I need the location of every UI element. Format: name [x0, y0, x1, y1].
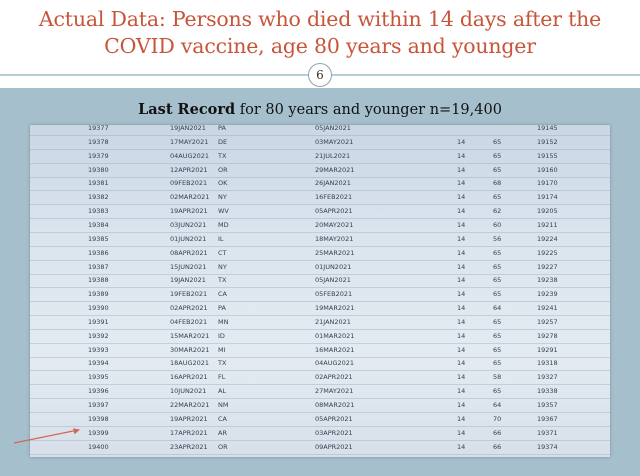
- cell-count: 19227: [537, 262, 558, 271]
- cell-vaccine-date: 04AUG2021: [170, 151, 210, 160]
- cell-days: 14: [457, 248, 466, 257]
- cell-onset-date: 05JAN2021: [315, 276, 351, 285]
- cell-state: MI: [218, 345, 226, 354]
- cell-vaccine-date: 02MAR2021: [170, 193, 210, 202]
- cell-onset-date: 19MAR2021: [315, 304, 355, 313]
- cell-count: 19225: [537, 248, 558, 257]
- cell-record-id: 19389: [88, 290, 109, 299]
- cell-vaccine-date: 09FEB2021: [170, 179, 208, 188]
- cell-count: 19160: [537, 165, 558, 174]
- cell-record-id: 19399: [88, 428, 109, 437]
- cell-record-id: 19386: [88, 248, 109, 257]
- cell-record-id: 19393: [88, 345, 109, 354]
- subtitle-rest: for 80 years and younger n=19,400: [235, 102, 502, 118]
- cell-age: 65: [493, 248, 502, 257]
- cell-state: IL: [218, 234, 224, 243]
- cell-vaccine-date: 22MAR2021: [170, 401, 210, 409]
- cell-state: PA: [218, 125, 226, 132]
- cell-days: 14: [457, 290, 466, 299]
- cell-record-id: 19394: [88, 359, 109, 368]
- cell-onset-date: 01MAR2021: [315, 331, 355, 340]
- cell-age: 65: [493, 331, 502, 340]
- cell-vaccine-date: 19JAN2021: [170, 276, 206, 285]
- cell-age: 65: [493, 137, 502, 146]
- cell-age: 70: [493, 414, 502, 423]
- table-row: [30, 438, 610, 455]
- cell-age: 65: [493, 193, 502, 202]
- cell-state: DE: [218, 137, 228, 146]
- cell-age: 56: [493, 234, 502, 243]
- cell-count: 19374: [537, 442, 558, 451]
- cell-onset-date: 26JAN2021: [315, 179, 351, 188]
- cell-age: 66: [493, 428, 502, 437]
- cell-onset-date: 27MAY2021: [315, 387, 354, 396]
- cell-count: 19371: [537, 428, 558, 437]
- cell-state: CA: [218, 414, 227, 423]
- cell-state: OR: [218, 165, 228, 174]
- cell-record-id: 19385: [88, 234, 109, 243]
- cell-state: TX: [218, 276, 227, 285]
- cell-age: 62: [493, 207, 502, 216]
- cell-days: 14: [457, 220, 466, 229]
- cell-onset-date: 01JUN2021: [315, 262, 352, 271]
- cell-onset-date: 29MAR2021: [315, 165, 355, 174]
- cell-state: AR: [218, 428, 227, 437]
- cell-state: NY: [218, 193, 227, 202]
- cell-record-id: 19387: [88, 262, 109, 271]
- slide-title-line-1: Actual Data: Persons who died within 14 days after the: [38, 7, 602, 31]
- cell-age: 66: [493, 442, 502, 451]
- cell-count: 19257: [537, 317, 558, 326]
- cell-vaccine-date: 19FEB2021: [170, 290, 208, 299]
- cell-days: 14: [457, 331, 466, 340]
- cell-count: 19241: [537, 304, 558, 313]
- slide-subtitle: [0, 101, 640, 118]
- cell-age: 65: [493, 345, 502, 354]
- cell-age: 64: [493, 304, 502, 313]
- subtitle-bold: Last Record: [138, 101, 236, 118]
- cell-days: 14: [457, 179, 466, 188]
- slide-title: [0, 6, 640, 60]
- cell-count: 19174: [537, 193, 558, 202]
- cell-count: 19367: [537, 414, 558, 423]
- cell-state: FL: [218, 373, 226, 382]
- cell-state: AL: [218, 387, 227, 396]
- cell-onset-date: 25MAR2021: [315, 248, 355, 257]
- cell-state: MN: [218, 317, 229, 326]
- cell-onset-date: 21JAN2021: [315, 317, 351, 326]
- cell-days: 14: [457, 151, 466, 160]
- cell-onset-date: 18MAY2021: [315, 234, 354, 243]
- cell-count: 19238: [537, 276, 558, 285]
- slide-title-line-2: COVID vaccine, age 80 years and younger: [104, 34, 536, 58]
- cell-record-id: 19383: [88, 207, 109, 216]
- cell-days: 14: [457, 234, 466, 243]
- cell-vaccine-date: 15JUN2021: [170, 262, 207, 271]
- cell-days: 14: [457, 373, 466, 382]
- cell-onset-date: 16FEB2021: [315, 193, 353, 202]
- cell-days: 14: [457, 442, 466, 451]
- cell-record-id: 19377: [88, 125, 109, 132]
- cell-vaccine-date: 12APR2021: [170, 165, 208, 174]
- cell-count: 19278: [537, 331, 558, 340]
- cell-record-id: 19388: [88, 276, 109, 285]
- cell-count: 19327: [537, 373, 558, 382]
- cell-state: OK: [218, 179, 228, 188]
- cell-days: 14: [457, 276, 466, 285]
- cell-days: 14: [457, 414, 466, 423]
- cell-state: TX: [218, 151, 227, 160]
- cell-days: 14: [457, 207, 466, 216]
- cell-record-id: 19390: [88, 304, 109, 313]
- cell-record-id: 19379: [88, 151, 109, 160]
- cell-age: 65: [493, 262, 502, 271]
- cell-onset-date: 03MAY2021: [315, 137, 354, 146]
- cell-vaccine-date: 03JUN2021: [170, 220, 207, 229]
- cell-state: NY: [218, 262, 227, 271]
- cell-vaccine-date: 15MAR2021: [170, 331, 210, 340]
- cell-vaccine-date: 08APR2021: [170, 248, 208, 257]
- cell-age: 60: [493, 220, 502, 229]
- cell-vaccine-date: 17APR2021: [170, 428, 208, 437]
- cell-days: 14: [457, 304, 466, 313]
- cell-days: 14: [457, 165, 466, 174]
- cell-vaccine-date: 10JUN2021: [170, 387, 207, 396]
- cell-vaccine-date: 19APR2021: [170, 414, 208, 423]
- cell-count: 19145: [537, 125, 558, 132]
- cell-age: 65: [493, 290, 502, 299]
- cell-onset-date: 09APR2021: [315, 442, 353, 451]
- cell-record-id: 19397: [88, 401, 109, 409]
- cell-vaccine-date: 16APR2021: [170, 373, 208, 382]
- cell-vaccine-date: 23APR2021: [170, 442, 208, 451]
- cell-count: 19205: [537, 207, 558, 216]
- cell-vaccine-date: 17MAY2021: [170, 137, 209, 146]
- cell-record-id: 19395: [88, 373, 109, 382]
- cell-count: 19239: [537, 290, 558, 299]
- cell-days: 14: [457, 387, 466, 396]
- cell-record-id: 19381: [88, 179, 109, 188]
- cell-record-id: 19396: [88, 387, 109, 396]
- cell-count: 19338: [537, 387, 558, 396]
- cell-onset-date: 02APR2021: [315, 373, 353, 382]
- cell-state: PA: [218, 304, 226, 313]
- cell-state: WV: [218, 207, 229, 216]
- cell-days: 14: [457, 193, 466, 202]
- cell-days: 14: [457, 345, 466, 354]
- cell-vaccine-date: 18AUG2021: [170, 359, 210, 368]
- cell-state: ID: [218, 331, 225, 340]
- cell-vaccine-date: 30MAR2021: [170, 345, 210, 354]
- page-number-badge: 6: [308, 63, 332, 87]
- cell-onset-date: 05APR2021: [315, 414, 353, 423]
- table-photo: [30, 125, 610, 457]
- cell-vaccine-date: 19JAN2021: [170, 125, 206, 132]
- cell-count: 19291: [537, 345, 558, 354]
- cell-vaccine-date: 01JUN2021: [170, 234, 207, 243]
- cell-onset-date: 05JAN2021: [315, 125, 351, 132]
- cell-count: 19152: [537, 137, 558, 146]
- cell-days: 14: [457, 137, 466, 146]
- cell-count: 19224: [537, 234, 558, 243]
- cell-vaccine-date: 02APR2021: [170, 304, 208, 313]
- cell-onset-date: 16MAR2021: [315, 345, 355, 354]
- cell-onset-date: 20MAY2021: [315, 220, 354, 229]
- cell-age: 65: [493, 165, 502, 174]
- cell-onset-date: 04AUG2021: [315, 359, 355, 368]
- cell-age: 65: [493, 151, 502, 160]
- cell-age: 65: [493, 387, 502, 396]
- cell-vaccine-date: 04FEB2021: [170, 317, 208, 326]
- cell-state: OR: [218, 442, 228, 451]
- cell-age: 68: [493, 179, 502, 188]
- cell-record-id: 19378: [88, 137, 109, 146]
- cell-onset-date: 21JUL2021: [315, 151, 351, 160]
- cell-count: 19155: [537, 151, 558, 160]
- cell-onset-date: 05FEB2021: [315, 290, 353, 299]
- cell-record-id: 19391: [88, 317, 109, 326]
- cell-onset-date: 03APR2021: [315, 428, 353, 437]
- cell-record-id: 19392: [88, 331, 109, 340]
- cell-days: 14: [457, 359, 466, 368]
- cell-count: 19357: [537, 401, 558, 409]
- cell-record-id: 19380: [88, 165, 109, 174]
- cell-days: 14: [457, 401, 466, 409]
- cell-count: 19318: [537, 359, 558, 368]
- cell-record-id: 19400: [88, 442, 109, 451]
- cell-age: 64: [493, 401, 502, 409]
- cell-state: TX: [218, 359, 227, 368]
- cell-record-id: 19384: [88, 220, 109, 229]
- cell-age: 65: [493, 276, 502, 285]
- cell-onset-date: 08MAR2021: [315, 401, 355, 409]
- cell-state: CT: [218, 248, 227, 257]
- cell-onset-date: 05APR2021: [315, 207, 353, 216]
- cell-days: 14: [457, 428, 466, 437]
- cell-count: 19211: [537, 220, 558, 229]
- cell-days: 14: [457, 317, 466, 326]
- cell-state: MD: [218, 220, 229, 229]
- cell-record-id: 19398: [88, 414, 109, 423]
- cell-state: CA: [218, 290, 227, 299]
- cell-count: 19170: [537, 179, 558, 188]
- cell-age: 65: [493, 359, 502, 368]
- cell-record-id: 19382: [88, 193, 109, 202]
- cell-vaccine-date: 19APR2021: [170, 207, 208, 216]
- cell-days: 14: [457, 262, 466, 271]
- cell-age: 65: [493, 317, 502, 326]
- cell-state: NM: [218, 401, 229, 409]
- cell-age: 58: [493, 373, 502, 382]
